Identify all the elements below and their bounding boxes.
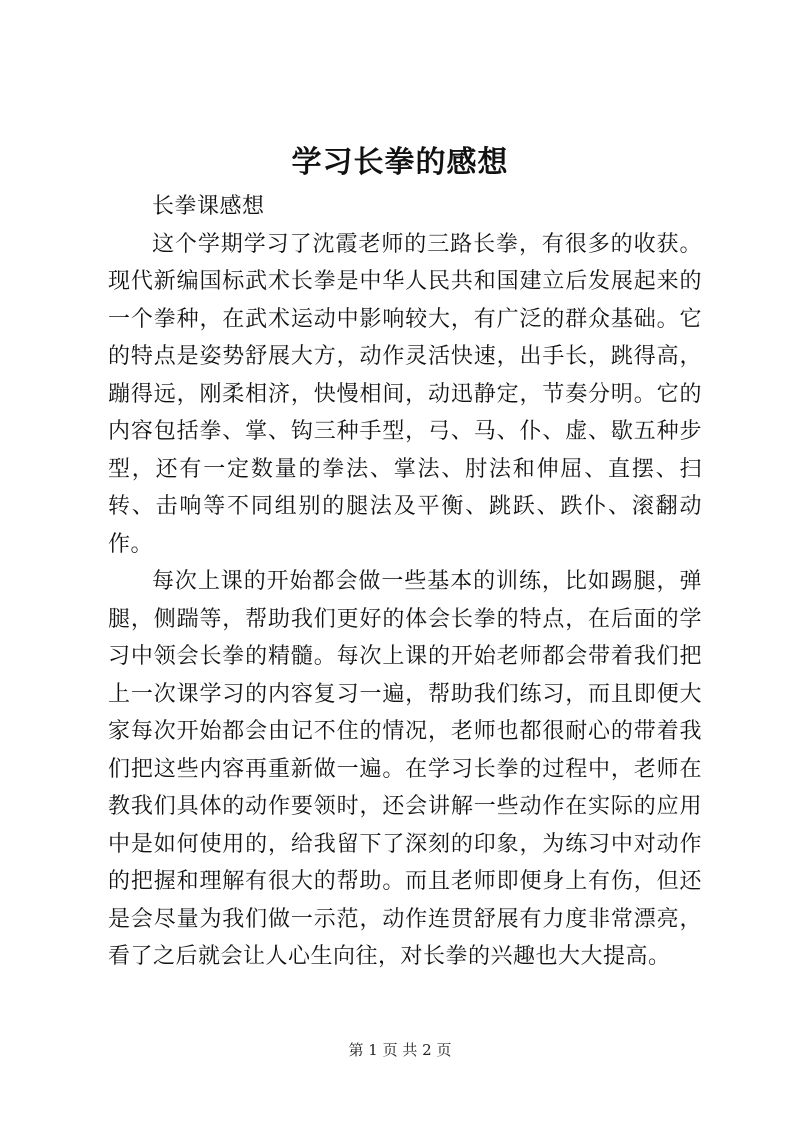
subtitle-paragraph: 长拳课感想 — [152, 194, 265, 219]
document-title: 学习长拳的感想 — [291, 145, 509, 180]
body-paragraph-2: 每次上课的开始都会做一些基本的训练，比如踢腿，弹腿，侧踹等，帮助我们更好的体会长拳的特点，在后面的学习中领会长拳的精髓。每次上课的开始老师都会带着我们把上一次课学习的内容复习一遍，帮助我们练习，而且即便大家每次开始都会由记不住的情况，老师也都很耐心的带着我们把这些内容再重新做一遍。在学习长拳的过程中，老师在教我们具体的动作要领时，还会讲解一些动作在实际的应用中是如何使用的，给我留下了深刻的印象，为练习中对动作的把握和理解有很大的帮助。而且老师即便身上有伤，但还是会尽量为我们做一示范，动作连贯舒展有力度非常漂亮，看了之后就会让人心生向往，对长拳的兴趣也大大提高。 — [108, 569, 702, 969]
page-number-footer: 第 1 页 共 2 页 — [348, 1041, 452, 1059]
body-paragraph-1: 这个学期学习了沈霞老师的三路长拳，有很多的收获。现代新编国标武术长拳是中华人民共和国建立后发展起来的一个拳种，在武术运动中影响较大，有广泛的群众基础。它的特点是姿势舒展大方，动作灵活快速，出手长，跳得高，蹦得远，刚柔相济，快慢相间，动迅静定，节奏分明。它的内容包括拳、掌、钩三种手型，弓、马、仆、虚、歇五种步型，还有一定数量的拳法、掌法、肘法和伸屈、直摆、扫转、击响等不同组别的腿法及平衡、跳跃、跌仆、滚翻动作。 — [108, 231, 702, 557]
document-body — [108, 188, 702, 976]
